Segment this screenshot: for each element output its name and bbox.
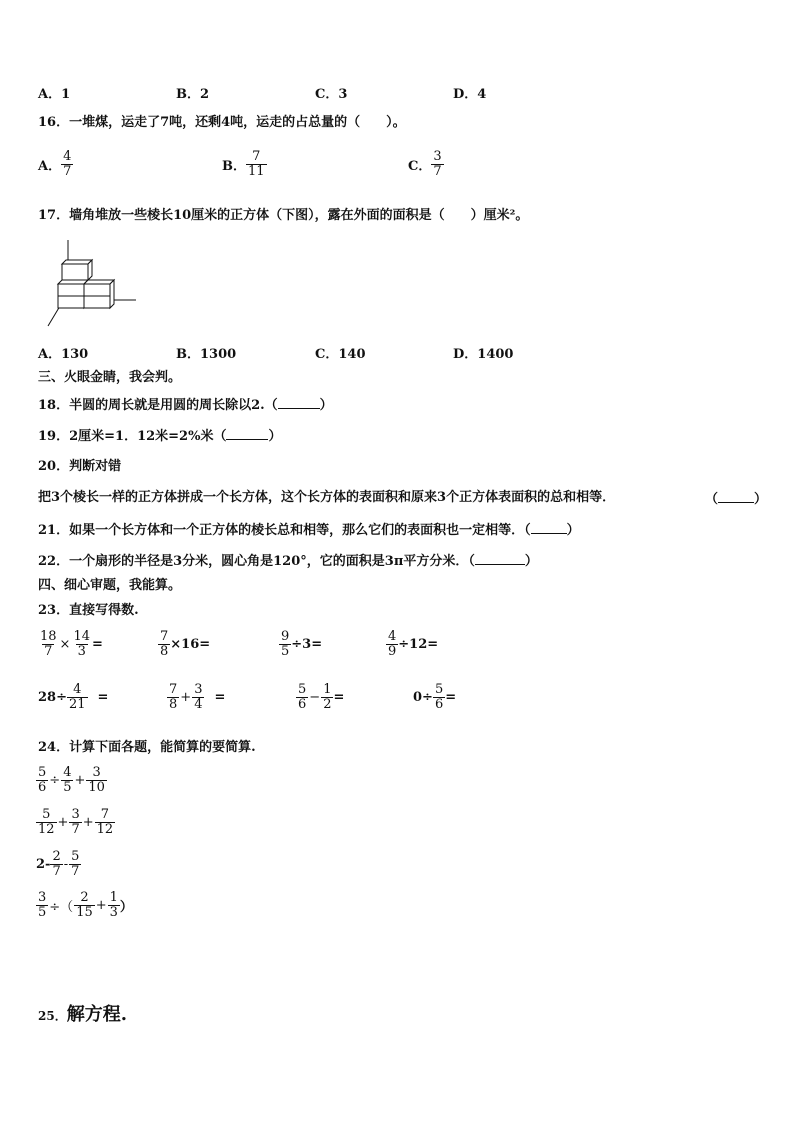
numerator: 1 <box>109 890 118 905</box>
denominator: 4 <box>194 697 203 712</box>
numerator: 7 <box>169 682 178 697</box>
section-3-heading: 三、火眼金睛，我会判。 <box>38 370 182 385</box>
q16-option-b-label: B． <box>222 159 246 174</box>
expression-lead: 0÷ <box>413 690 433 705</box>
cube-top-front <box>62 264 88 280</box>
fraction <box>296 683 308 712</box>
q22-close-paren: ） <box>524 554 538 569</box>
denominator: 5 <box>38 905 47 920</box>
q24-expression-2 <box>36 808 115 837</box>
expression-tail: ÷12= <box>398 637 439 652</box>
section-4-heading: 四、细心审题，我能算。 <box>38 578 182 593</box>
numerator: 4 <box>73 682 82 697</box>
q20-text: 把3个棱长一样的正方体拼成一个长方体，这个长方体的表面积和原来3个正方体表面积的总和相等． <box>38 490 616 505</box>
denominator: 10 <box>88 780 105 795</box>
q17-option-c: C．140 <box>315 347 366 362</box>
fraction <box>61 766 73 795</box>
numerator: 3 <box>38 890 47 905</box>
q20-answer-blank[interactable] <box>718 490 754 503</box>
denominator: 8 <box>169 697 178 712</box>
fraction <box>108 891 120 920</box>
q16-option-c <box>408 150 444 179</box>
q25-text: 解方程. <box>66 1004 127 1025</box>
expression-tail: = <box>333 690 345 705</box>
q21-answer-blank[interactable] <box>531 521 567 534</box>
q19-text: 19．2厘米=1．12米=2%米（ <box>38 429 227 444</box>
fraction <box>74 891 95 920</box>
q16-option-b <box>222 150 267 179</box>
fraction <box>279 630 291 659</box>
denominator: 7 <box>63 164 72 179</box>
denominator: 12 <box>38 822 55 837</box>
q23-item-2 <box>158 630 210 659</box>
cube-top-top <box>62 260 92 264</box>
numerator: 5 <box>42 807 51 822</box>
fraction <box>36 808 57 837</box>
q22-text: 22．一个扇形的半径是3分米，圆心角是120°，它的面积是3π平方分米．（ <box>38 554 475 569</box>
operator: ÷（ <box>49 900 74 915</box>
numerator: 2 <box>80 890 89 905</box>
q16-option-c-fraction <box>431 150 443 179</box>
q17-option-a: A．130 <box>38 347 89 362</box>
numerator: 4 <box>63 149 72 164</box>
denominator: 3 <box>77 644 86 659</box>
expression-tail: ÷3= <box>291 637 323 652</box>
q18-text: 18．半圆的周长就是用圆的周长除以2.（ <box>38 398 278 413</box>
fraction <box>36 766 48 795</box>
expression-lead: 2- <box>36 857 51 872</box>
fraction <box>192 683 204 712</box>
q18-answer-blank[interactable] <box>278 396 320 409</box>
denominator: 5 <box>63 780 72 795</box>
q17-option-b: B．1300 <box>176 347 237 362</box>
numerator: 3 <box>433 149 442 164</box>
fraction <box>36 891 48 920</box>
fraction <box>50 850 62 879</box>
q18 <box>38 396 333 414</box>
q23-item-7 <box>296 683 344 712</box>
fraction <box>38 630 59 659</box>
q22 <box>38 552 538 570</box>
q21 <box>38 521 580 539</box>
expression-tail: = <box>92 637 103 652</box>
fraction <box>71 630 92 659</box>
q16-option-a <box>38 150 73 179</box>
q15-option-c: C．3 <box>315 87 348 102</box>
denominator: 11 <box>248 164 265 179</box>
numerator: 9 <box>281 629 290 644</box>
q20-answer <box>705 490 767 508</box>
q23-item-6 <box>167 683 225 712</box>
expression-tail: = <box>214 690 226 705</box>
cube-top-side <box>88 260 92 280</box>
q17-option-d: D．1400 <box>453 347 514 362</box>
cube-bottom-left-top <box>58 280 88 284</box>
q16-option-b-fraction <box>246 150 267 179</box>
floor-edge-diagonal <box>48 306 60 326</box>
operator: − <box>309 690 321 705</box>
q19-answer-blank[interactable] <box>226 427 268 440</box>
q20-close-paren: ） <box>754 492 768 507</box>
numerator: 4 <box>63 765 72 780</box>
operator: + <box>95 898 107 913</box>
q19 <box>38 427 281 445</box>
denominator: 6 <box>434 697 444 712</box>
q23-item-5 <box>38 683 108 712</box>
q23-item-8 <box>413 683 456 712</box>
cube-bottom-right-side <box>110 280 114 308</box>
expression-tail: ） <box>119 900 133 915</box>
q19-close-paren: ） <box>268 429 282 444</box>
q15-option-b: B．2 <box>176 87 210 102</box>
denominator: 7 <box>71 864 80 879</box>
q16-option-a-fraction <box>61 150 73 179</box>
q18-close-paren: ） <box>319 398 333 413</box>
q23-item-3 <box>279 630 322 659</box>
denominator: 7 <box>433 164 442 179</box>
q21-text: 21．如果一个长方体和一个正方体的棱长总和相等，那么它们的表面积也一定相等．（ <box>38 523 531 538</box>
q15-option-a: A．1 <box>38 87 71 102</box>
numerator: 3 <box>71 807 80 822</box>
operator: ÷ <box>49 773 61 788</box>
numerator: 5 <box>298 682 307 697</box>
denominator: 12 <box>96 822 114 837</box>
numerator: 14 <box>73 629 90 644</box>
q25-heading <box>38 1000 127 1026</box>
expression-lead: 28÷ <box>38 690 67 705</box>
fraction <box>158 630 170 659</box>
denominator: 6 <box>38 780 47 795</box>
q23-title: 23．直接写得数. <box>38 603 139 618</box>
operator: + <box>74 773 86 788</box>
denominator: 5 <box>281 644 290 659</box>
q23-item-1 <box>38 630 103 659</box>
fraction <box>95 808 116 837</box>
fraction <box>321 683 333 712</box>
q24-expression-4 <box>36 891 133 920</box>
expression-tail: ×16= <box>170 637 211 652</box>
numerator: 4 <box>388 629 397 644</box>
expression-tail: = <box>445 690 457 705</box>
denominator: 21 <box>68 697 86 712</box>
denominator: 7 <box>52 864 61 879</box>
denominator: 8 <box>160 644 169 659</box>
numerator: 5 <box>71 849 80 864</box>
numerator: 7 <box>252 149 261 164</box>
operator: + <box>180 690 192 705</box>
q17-text: 17．墙角堆放一些棱长10厘米的正方体（下图），露在外面的面积是（ ）厘米²。 <box>38 208 529 223</box>
denominator: 6 <box>298 697 307 712</box>
q16-text: 16．一堆煤，运走了7吨，还剩4吨，运走的占总量的（ ）。 <box>38 115 406 130</box>
numerator: 1 <box>323 682 332 697</box>
numerator: 18 <box>40 629 57 644</box>
fraction <box>386 630 398 659</box>
operator: × <box>59 637 71 652</box>
q20-title: 20．判断对错 <box>38 459 122 474</box>
numerator: 3 <box>92 765 101 780</box>
denominator: 15 <box>76 905 93 920</box>
denominator: 7 <box>71 822 80 837</box>
fraction <box>433 683 445 712</box>
q22-answer-blank[interactable] <box>475 552 525 565</box>
q24-expression-1 <box>36 766 107 795</box>
operator: + <box>82 815 94 830</box>
denominator: 7 <box>44 644 53 659</box>
operator: - <box>63 857 69 872</box>
q24-expression-3 <box>36 850 81 879</box>
q24-title: 24．计算下面各题，能简算的要简算. <box>38 740 256 755</box>
cube-stack-figure <box>44 236 140 328</box>
fraction <box>69 808 81 837</box>
operator: + <box>57 815 69 830</box>
fraction <box>67 683 88 712</box>
q15-option-d: D．4 <box>453 87 487 102</box>
fraction <box>167 683 179 712</box>
numerator: 5 <box>434 682 444 697</box>
q16-option-c-label: C． <box>408 159 432 174</box>
numerator: 3 <box>194 682 203 697</box>
q20-open-paren: （ <box>705 492 719 507</box>
q21-close-paren: ） <box>566 523 580 538</box>
numerator: 2 <box>52 849 61 864</box>
cube-bottom-right-top <box>84 280 114 284</box>
q23-item-4 <box>386 630 438 659</box>
fraction <box>86 766 107 795</box>
fraction <box>69 850 81 879</box>
denominator: 3 <box>109 905 118 920</box>
numerator: 7 <box>160 629 169 644</box>
denominator: 2 <box>323 697 332 712</box>
denominator: 9 <box>388 644 397 659</box>
numerator: 5 <box>38 765 47 780</box>
q16-option-a-label: A． <box>38 159 62 174</box>
expression-tail: = <box>97 690 109 705</box>
numerator: 7 <box>100 807 110 822</box>
q25-number: 25． <box>38 1009 67 1023</box>
